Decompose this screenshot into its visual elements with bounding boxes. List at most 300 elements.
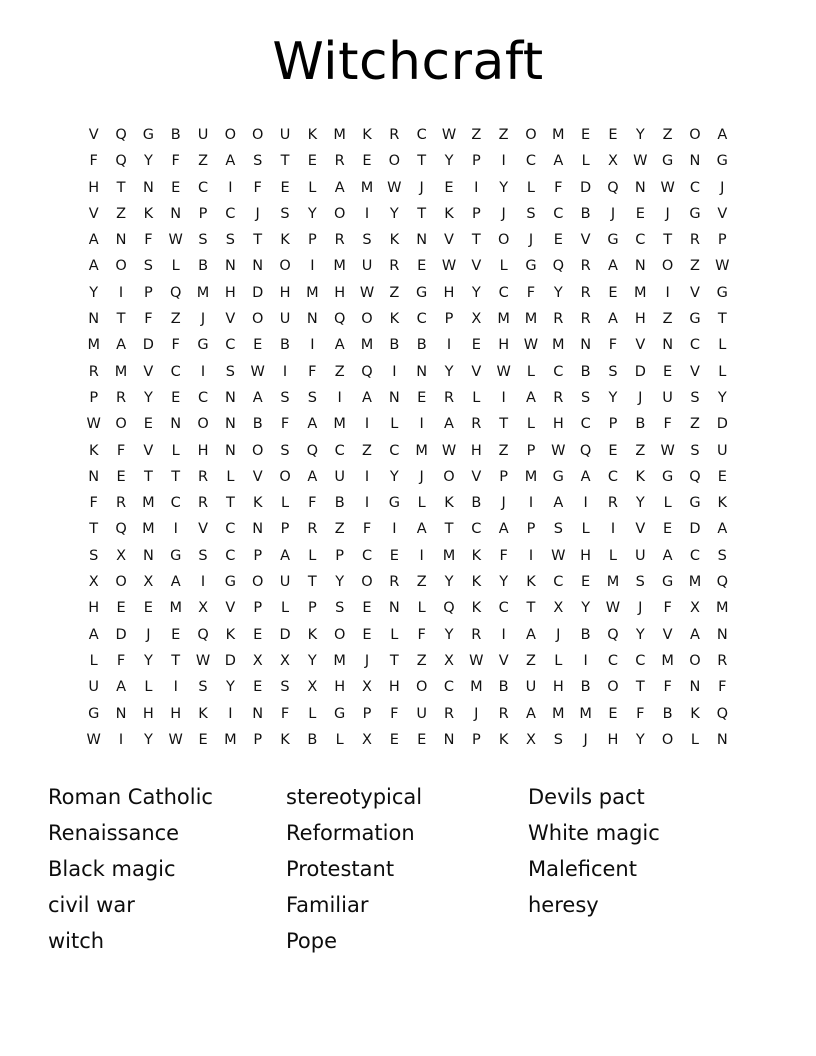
letter-cell[interactable]: D (716, 416, 728, 433)
letter-cell[interactable]: S (362, 232, 372, 249)
letter-cell[interactable]: U (525, 679, 537, 696)
letter-cell[interactable]: L (280, 600, 290, 617)
letter-cell[interactable]: Z (170, 311, 181, 328)
letter-cell[interactable]: C (225, 337, 236, 354)
letter-cell[interactable]: Z (416, 652, 427, 669)
letter-cell[interactable]: J (419, 179, 424, 196)
letter-cell[interactable]: Y (608, 389, 618, 406)
letter-cell[interactable]: E (143, 416, 153, 433)
letter-cell[interactable]: U (716, 442, 728, 459)
letter-cell[interactable]: Z (116, 205, 127, 222)
letter-cell[interactable]: M (497, 311, 510, 328)
letter-cell[interactable]: F (663, 600, 672, 617)
letter-cell[interactable]: I (528, 547, 534, 564)
letter-cell[interactable]: G (224, 574, 236, 591)
letter-cell[interactable]: V (198, 521, 208, 538)
letter-cell[interactable]: Y (143, 153, 153, 170)
letter-cell[interactable]: A (498, 521, 509, 538)
letter-cell[interactable]: H (552, 679, 564, 696)
letter-cell[interactable]: H (470, 442, 482, 459)
letter-cell[interactable]: O (197, 416, 209, 433)
letter-cell[interactable]: C (498, 284, 509, 301)
letter-cell[interactable]: L (226, 468, 235, 485)
letter-cell[interactable]: O (115, 574, 127, 591)
letter-cell[interactable]: I (446, 337, 452, 354)
letter-cell[interactable]: H (224, 284, 236, 301)
letter-cell[interactable]: S (280, 389, 290, 406)
letter-cell[interactable]: Z (389, 284, 400, 301)
letter-cell[interactable]: C (553, 205, 564, 222)
letter-cell[interactable]: J (501, 495, 506, 512)
letter-cell[interactable]: E (717, 468, 727, 485)
letter-cell[interactable]: Q (115, 521, 127, 538)
letter-cell[interactable]: C (607, 468, 619, 485)
letter-cell[interactable]: C (689, 179, 700, 196)
letter-cell[interactable]: X (198, 600, 208, 617)
letter-cell[interactable]: Q (579, 442, 592, 459)
letter-cell[interactable]: G (334, 705, 346, 722)
letter-cell[interactable]: X (553, 600, 564, 617)
letter-cell[interactable]: S (280, 442, 290, 459)
letter-cell[interactable]: B (416, 337, 427, 354)
letter-cell[interactable]: R (553, 311, 564, 328)
letter-cell[interactable]: V (717, 205, 728, 222)
letter-cell[interactable]: J (501, 205, 506, 222)
letter-cell[interactable]: R (116, 389, 127, 406)
letter-cell[interactable]: F (663, 679, 672, 696)
letter-cell[interactable]: Y (635, 626, 645, 643)
letter-cell[interactable]: D (279, 626, 291, 643)
letter-cell[interactable]: L (472, 389, 481, 406)
letter-cell[interactable]: W (715, 258, 730, 275)
letter-cell[interactable]: P (526, 521, 536, 538)
letter-cell[interactable]: X (143, 574, 154, 591)
letter-cell[interactable]: U (662, 389, 673, 406)
letter-cell[interactable]: K (498, 731, 509, 748)
letter-cell[interactable]: N (252, 521, 264, 538)
letter-cell[interactable]: M (661, 652, 674, 669)
letter-cell[interactable]: K (717, 495, 728, 512)
letter-cell[interactable]: C (553, 574, 564, 591)
letter-cell[interactable]: X (116, 547, 127, 564)
letter-cell[interactable]: L (554, 652, 563, 669)
letter-cell[interactable]: W (605, 600, 621, 617)
letter-cell[interactable]: M (196, 284, 210, 301)
letter-cell[interactable]: O (689, 127, 701, 143)
letter-cell[interactable]: M (333, 652, 346, 669)
letter-cell[interactable]: X (252, 652, 263, 669)
letter-cell[interactable]: B (498, 679, 509, 696)
letter-cell[interactable]: T (225, 495, 235, 512)
letter-cell[interactable]: J (665, 205, 670, 222)
letter-cell[interactable]: Q (361, 363, 373, 380)
letter-cell[interactable]: G (661, 153, 674, 170)
letter-cell[interactable]: B (471, 495, 482, 512)
letter-cell[interactable]: J (638, 389, 643, 406)
letter-cell[interactable]: N (580, 337, 592, 354)
letter-cell[interactable]: I (419, 416, 424, 433)
letter-cell[interactable]: X (526, 731, 536, 748)
letter-cell[interactable]: T (717, 311, 727, 328)
word-list-item[interactable]: Familiar (286, 893, 369, 918)
letter-cell[interactable]: O (333, 626, 346, 643)
letter-cell[interactable]: F (116, 442, 126, 459)
letter-cell[interactable]: S (280, 679, 290, 696)
letter-cell[interactable]: W (551, 442, 566, 459)
letter-cell[interactable]: J (255, 205, 260, 222)
letter-cell[interactable]: Y (553, 284, 563, 301)
letter-cell[interactable]: G (607, 232, 619, 249)
letter-cell[interactable]: M (360, 337, 374, 354)
letter-cell[interactable]: L (280, 495, 290, 512)
letter-cell[interactable]: J (474, 705, 479, 722)
letter-cell[interactable]: E (171, 389, 181, 406)
letter-cell[interactable]: O (525, 127, 537, 143)
letter-cell[interactable]: Y (389, 205, 399, 222)
letter-cell[interactable]: Q (552, 258, 565, 275)
letter-cell[interactable]: M (552, 127, 565, 143)
letter-cell[interactable]: M (87, 337, 100, 354)
word-list-item[interactable]: Maleficent (528, 857, 637, 882)
letter-cell[interactable]: R (443, 389, 455, 406)
letter-cell[interactable]: J (146, 626, 151, 643)
letter-cell[interactable]: L (608, 547, 617, 564)
letter-cell[interactable]: H (88, 600, 100, 617)
letter-cell[interactable]: M (114, 363, 128, 380)
letter-cell[interactable]: Y (389, 468, 399, 485)
letter-cell[interactable]: D (689, 521, 701, 538)
letter-cell[interactable]: G (689, 205, 701, 222)
letter-cell[interactable]: Z (662, 127, 673, 143)
letter-cell[interactable]: V (88, 127, 99, 143)
letter-cell[interactable]: I (364, 416, 370, 433)
letter-cell[interactable]: N (142, 179, 154, 196)
letter-cell[interactable]: P (471, 153, 481, 170)
letter-cell[interactable]: P (253, 731, 263, 748)
letter-cell[interactable]: T (663, 232, 673, 249)
letter-cell[interactable]: H (634, 311, 646, 328)
letter-cell[interactable]: W (633, 153, 648, 170)
letter-cell[interactable]: K (444, 205, 454, 222)
letter-cell[interactable]: E (581, 127, 591, 143)
letter-cell[interactable]: Q (306, 442, 319, 459)
letter-cell[interactable]: A (225, 153, 236, 170)
letter-cell[interactable]: N (252, 258, 264, 275)
letter-cell[interactable]: K (307, 626, 318, 643)
letter-cell[interactable]: P (253, 600, 263, 617)
letter-cell[interactable]: G (689, 495, 701, 512)
letter-cell[interactable]: V (225, 311, 236, 328)
letter-cell[interactable]: G (197, 337, 209, 354)
letter-cell[interactable]: A (717, 521, 728, 538)
letter-cell[interactable]: E (362, 153, 372, 170)
letter-cell[interactable]: C (635, 232, 646, 249)
letter-cell[interactable]: H (142, 705, 154, 722)
letter-cell[interactable]: F (144, 311, 153, 328)
letter-cell[interactable]: I (392, 521, 397, 538)
letter-cell[interactable]: F (417, 626, 426, 643)
letter-cell[interactable]: J (419, 468, 424, 485)
letter-cell[interactable]: E (663, 363, 673, 380)
letter-cell[interactable]: I (118, 284, 124, 301)
letter-cell[interactable]: A (608, 258, 618, 275)
letter-cell[interactable]: I (583, 495, 588, 512)
letter-cell[interactable]: L (335, 731, 344, 748)
letter-cell[interactable]: C (416, 311, 427, 328)
letter-cell[interactable]: L (308, 179, 317, 196)
letter-cell[interactable]: C (225, 521, 236, 538)
letter-cell[interactable]: A (252, 389, 263, 406)
letter-cell[interactable]: I (310, 337, 315, 354)
letter-cell[interactable]: Z (334, 363, 345, 380)
letter-cell[interactable]: T (444, 521, 454, 538)
letter-cell[interactable]: M (169, 600, 182, 617)
letter-cell[interactable]: F (171, 153, 180, 170)
letter-cell[interactable]: R (553, 389, 564, 406)
letter-cell[interactable]: R (580, 311, 591, 328)
letter-cell[interactable]: Q (607, 626, 619, 643)
letter-cell[interactable]: Q (716, 574, 728, 591)
letter-cell[interactable]: Z (198, 153, 208, 170)
letter-cell[interactable]: C (170, 495, 181, 512)
letter-cell[interactable]: N (115, 705, 127, 722)
letter-cell[interactable]: F (499, 547, 508, 564)
letter-cell[interactable]: F (171, 337, 180, 354)
letter-cell[interactable]: L (718, 363, 727, 380)
letter-cell[interactable]: O (279, 258, 291, 275)
letter-cell[interactable]: J (200, 311, 206, 328)
letter-cell[interactable]: Z (635, 442, 646, 459)
letter-cell[interactable]: I (282, 363, 288, 380)
letter-cell[interactable]: O (251, 311, 264, 328)
letter-cell[interactable]: N (224, 258, 236, 275)
letter-cell[interactable]: R (443, 705, 455, 722)
letter-cell[interactable]: A (116, 679, 127, 696)
letter-cell[interactable]: C (197, 179, 209, 196)
letter-cell[interactable]: S (690, 442, 700, 459)
letter-cell[interactable]: Q (115, 153, 127, 170)
letter-cell[interactable]: F (554, 179, 563, 196)
letter-cell[interactable]: Y (143, 389, 153, 406)
letter-cell[interactable]: T (89, 521, 99, 538)
letter-cell[interactable]: A (88, 626, 99, 643)
letter-cell[interactable]: N (142, 547, 154, 564)
letter-cell[interactable]: S (143, 258, 153, 275)
letter-cell[interactable]: A (444, 416, 454, 433)
letter-cell[interactable]: I (501, 389, 506, 406)
letter-cell[interactable]: R (607, 495, 618, 512)
letter-cell[interactable]: K (252, 495, 263, 512)
letter-cell[interactable]: Q (115, 127, 127, 143)
letter-cell[interactable]: Q (170, 284, 182, 301)
letter-cell[interactable]: F (362, 521, 372, 538)
letter-cell[interactable]: P (144, 284, 153, 301)
letter-cell[interactable]: L (417, 495, 426, 512)
letter-cell[interactable]: L (171, 442, 180, 459)
letter-cell[interactable]: E (471, 337, 481, 354)
letter-cell[interactable]: E (280, 179, 290, 196)
letter-cell[interactable]: C (689, 547, 700, 564)
letter-cell[interactable]: W (250, 363, 265, 380)
letter-cell[interactable]: K (471, 547, 482, 564)
letter-cell[interactable]: C (471, 521, 482, 538)
letter-cell[interactable]: A (689, 626, 700, 643)
word-list-item[interactable]: witch (48, 929, 105, 954)
letter-cell[interactable]: T (143, 468, 153, 485)
letter-cell[interactable]: S (198, 232, 208, 249)
letter-cell[interactable]: F (636, 705, 645, 722)
letter-cell[interactable]: N (416, 232, 428, 249)
letter-cell[interactable]: R (88, 363, 99, 380)
letter-cell[interactable]: W (168, 731, 183, 748)
letter-cell[interactable]: J (556, 626, 561, 643)
letter-cell[interactable]: E (307, 153, 317, 170)
letter-cell[interactable]: U (334, 468, 345, 485)
letter-cell[interactable]: Y (499, 574, 509, 591)
letter-cell[interactable]: C (443, 679, 455, 696)
letter-cell[interactable]: E (171, 626, 181, 643)
letter-cell[interactable]: H (334, 679, 346, 696)
letter-cell[interactable]: V (225, 600, 236, 617)
letter-cell[interactable]: K (280, 731, 290, 748)
letter-cell[interactable]: S (690, 389, 700, 406)
letter-cell[interactable]: X (689, 600, 700, 617)
letter-cell[interactable]: V (444, 232, 454, 249)
letter-cell[interactable]: K (225, 626, 236, 643)
letter-cell[interactable]: Z (662, 311, 673, 328)
letter-cell[interactable]: R (116, 495, 127, 512)
letter-cell[interactable]: G (416, 284, 428, 301)
letter-cell[interactable]: Y (471, 284, 481, 301)
letter-cell[interactable]: A (170, 574, 181, 591)
letter-cell[interactable]: C (553, 363, 564, 380)
letter-cell[interactable]: N (716, 626, 728, 643)
letter-cell[interactable]: O (333, 205, 346, 222)
letter-cell[interactable]: W (86, 731, 101, 748)
letter-cell[interactable]: K (198, 705, 208, 722)
letter-cell[interactable]: Q (197, 626, 209, 643)
letter-cell[interactable]: A (553, 495, 564, 512)
letter-cell[interactable]: X (307, 679, 318, 696)
letter-cell[interactable]: M (524, 468, 538, 485)
letter-cell[interactable]: X (607, 153, 618, 170)
letter-cell[interactable]: I (610, 521, 616, 538)
letter-cell[interactable]: F (308, 363, 317, 380)
letter-cell[interactable]: Y (89, 284, 99, 301)
letter-cell[interactable]: Y (635, 731, 645, 748)
letter-cell[interactable]: W (660, 442, 675, 459)
letter-cell[interactable]: G (689, 311, 701, 328)
letter-cell[interactable]: D (580, 179, 592, 196)
letter-cell[interactable]: H (197, 442, 209, 459)
letter-cell[interactable]: E (171, 179, 181, 196)
letter-cell[interactable]: V (498, 652, 509, 669)
letter-cell[interactable]: M (333, 127, 346, 143)
letter-cell[interactable]: T (253, 232, 263, 249)
letter-cell[interactable]: L (526, 179, 536, 196)
letter-cell[interactable]: T (389, 652, 399, 669)
letter-cell[interactable]: C (416, 127, 427, 143)
letter-cell[interactable]: K (526, 574, 536, 591)
letter-cell[interactable]: A (526, 705, 536, 722)
letter-cell[interactable]: M (552, 337, 565, 354)
letter-cell[interactable]: Q (716, 705, 728, 722)
letter-cell[interactable]: M (333, 416, 346, 433)
letter-cell[interactable]: W (551, 547, 566, 564)
word-list-item[interactable]: Devils pact (528, 785, 645, 810)
letter-cell[interactable]: X (88, 574, 99, 591)
letter-cell[interactable]: P (526, 442, 536, 459)
letter-cell[interactable]: E (116, 600, 126, 617)
letter-cell[interactable]: K (471, 600, 482, 617)
letter-cell[interactable]: B (170, 127, 181, 143)
letter-cell[interactable]: H (334, 284, 346, 301)
letter-cell[interactable]: O (661, 258, 674, 275)
letter-cell[interactable]: O (251, 574, 264, 591)
letter-cell[interactable]: F (116, 652, 126, 669)
letter-cell[interactable]: I (364, 495, 370, 512)
letter-cell[interactable]: Z (362, 442, 372, 459)
letter-cell[interactable]: S (253, 153, 263, 170)
letter-cell[interactable]: V (252, 468, 263, 485)
letter-cell[interactable]: W (359, 284, 375, 301)
letter-cell[interactable]: L (171, 258, 180, 275)
word-list-item[interactable]: White magic (528, 821, 660, 846)
letter-cell[interactable]: H (88, 179, 100, 196)
letter-cell[interactable]: U (279, 127, 291, 143)
letter-cell[interactable]: N (716, 731, 728, 748)
letter-cell[interactable]: J (583, 731, 588, 748)
letter-cell[interactable]: Y (444, 363, 454, 380)
letter-cell[interactable]: C (389, 442, 400, 459)
letter-cell[interactable]: U (279, 574, 291, 591)
letter-cell[interactable]: M (716, 600, 729, 617)
letter-cell[interactable]: F (89, 153, 98, 170)
letter-cell[interactable]: D (634, 363, 646, 380)
letter-cell[interactable]: P (89, 389, 99, 406)
letter-cell[interactable]: L (690, 731, 699, 748)
letter-cell[interactable]: Q (689, 468, 701, 485)
letter-cell[interactable]: N (634, 258, 646, 275)
letter-cell[interactable]: V (689, 363, 700, 380)
letter-cell[interactable]: P (198, 205, 208, 222)
letter-cell[interactable]: V (471, 468, 482, 485)
letter-cell[interactable]: W (441, 127, 457, 143)
letter-cell[interactable]: V (635, 337, 646, 354)
letter-cell[interactable]: I (228, 179, 233, 196)
letter-cell[interactable]: A (88, 232, 99, 249)
letter-cell[interactable]: O (251, 127, 264, 143)
letter-cell[interactable]: T (526, 600, 536, 617)
letter-cell[interactable]: X (471, 311, 482, 328)
letter-cell[interactable]: L (390, 416, 399, 433)
letter-cell[interactable]: S (225, 363, 235, 380)
letter-cell[interactable]: P (362, 705, 372, 722)
letter-cell[interactable]: O (443, 468, 455, 485)
letter-cell[interactable]: M (606, 574, 620, 591)
letter-cell[interactable]: G (661, 574, 674, 591)
word-list-item[interactable]: Reformation (286, 821, 415, 846)
letter-cell[interactable]: J (364, 652, 370, 669)
letter-cell[interactable]: C (580, 416, 591, 433)
letter-cell[interactable]: G (661, 468, 674, 485)
letter-cell[interactable]: I (173, 679, 178, 696)
letter-cell[interactable]: O (279, 468, 291, 485)
letter-cell[interactable]: I (501, 153, 506, 170)
letter-cell[interactable]: N (224, 442, 236, 459)
letter-cell[interactable]: Z (526, 652, 536, 669)
letter-cell[interactable]: G (142, 127, 154, 143)
